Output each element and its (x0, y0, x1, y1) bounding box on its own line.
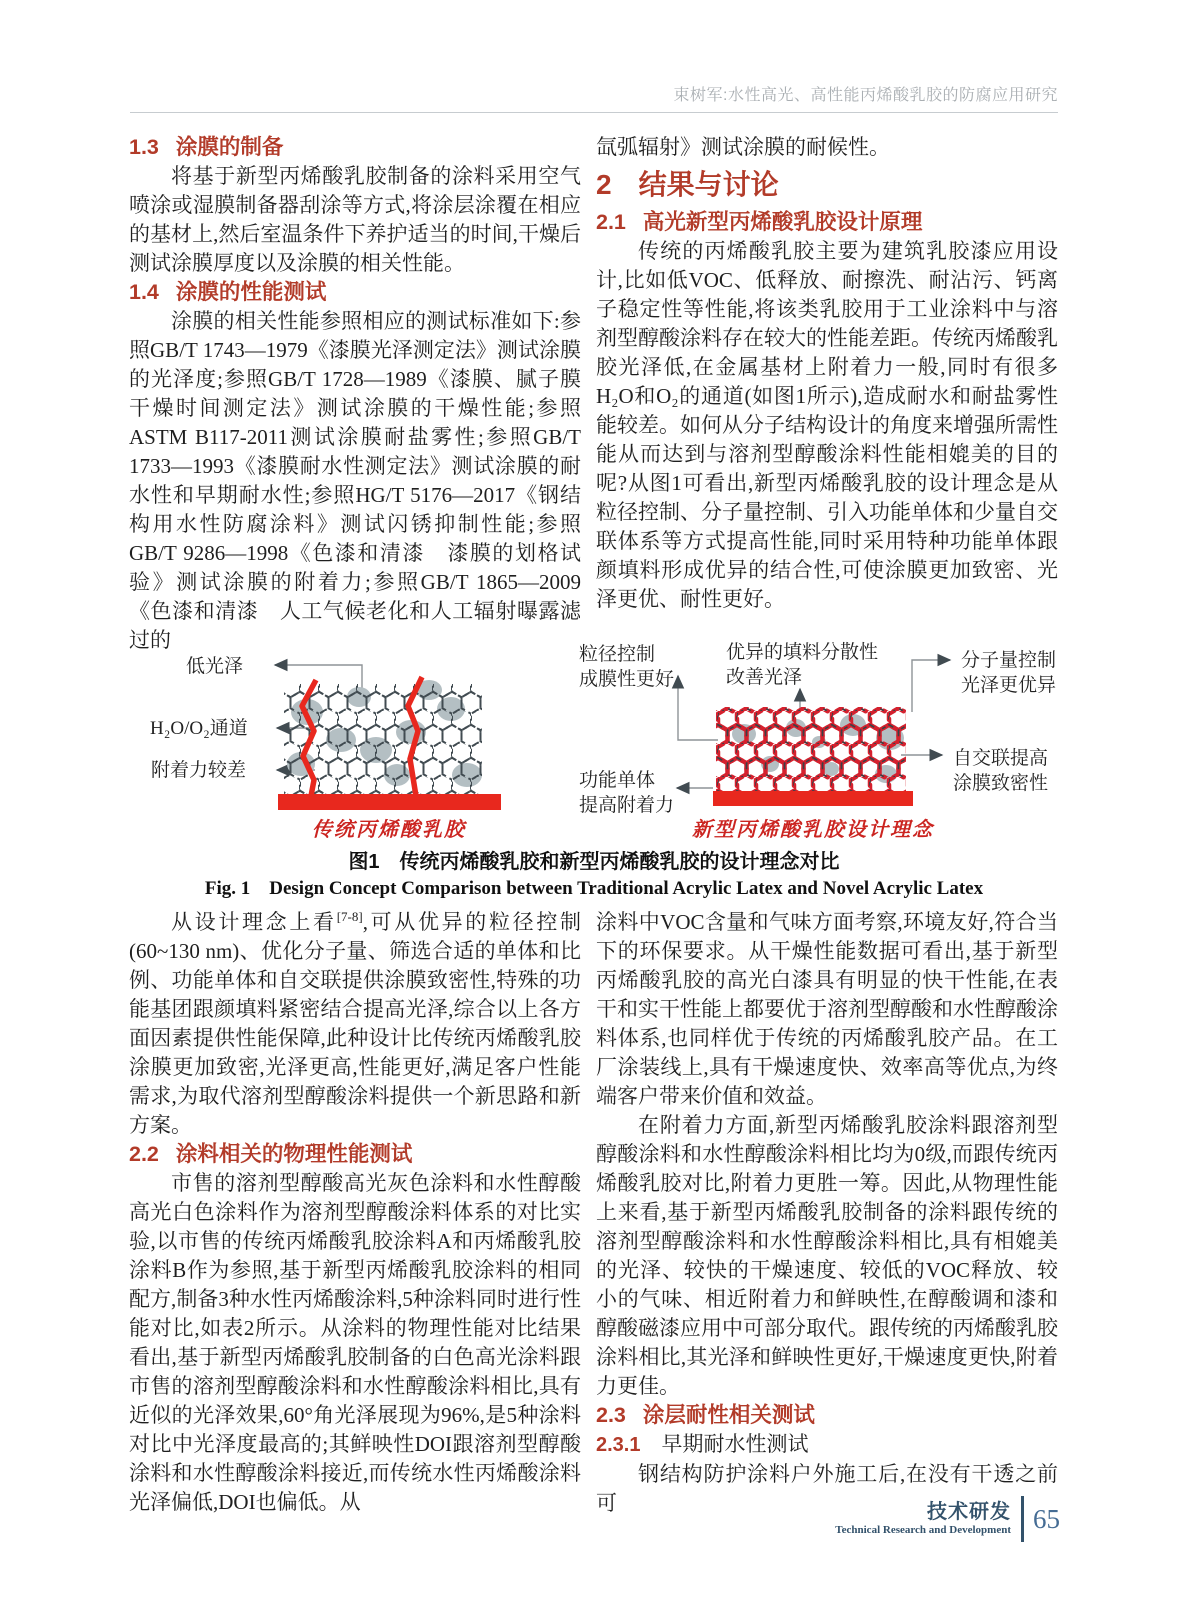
heading-title: 早期耐水性测试 (661, 1432, 809, 1456)
paragraph-early-water-resistance: 钢结构防护涂料户外施工后,在没有干透之前可 (596, 1462, 1058, 1515)
heading-title: 涂料相关的物理性能测试 (175, 1142, 413, 1166)
substrate-bar-left (278, 794, 501, 810)
paragraph-design-principle: 传统的丙烯酸乳胶主要为建筑乳胶漆应用设计,比如低VOC、低释放、耐擦洗、耐沾污、钙离子稳定性等性能,将该类乳胶用于工业涂料中与溶剂型醇酸涂料存在较大的性能差距。传统丙烯酸乳胶光泽低,在金属基材上附着力一般,同时有很多H₂O和O₂的通道(如图1所示),造成耐水和耐盐雾性能较差。如何从分子结构设计的角度来增强所需性能从而达到与溶剂型醇酸涂料性能相媲美的目的呢?从图1可看出,新型丙烯酸乳胶的设计理念是从粒径控制、分子量控制、引入功能单体和少量自交联体系等方式提高性能,同时采用特种功能单体跟颜填料形成优异的结合性,可使涂膜更加致密、光泽更优、耐性更好。 (596, 239, 1058, 611)
footer-section-en: Technical Research and Development (835, 1524, 1011, 1536)
right-column-bottom (596, 908, 1058, 1518)
label-line: 优异的填料分散性 (726, 642, 879, 663)
label-filler-dispersion (726, 640, 878, 690)
text-run: 从设计理念上看 (171, 910, 337, 934)
heading-number: 2.3 (596, 1403, 626, 1427)
caption-traditional-latex: 传统丙烯酸乳胶 (312, 819, 466, 841)
heading-title: 涂膜的制备 (175, 135, 284, 159)
heading-number: 1.3 (129, 135, 159, 159)
paragraph-continuation: 氙弧辐射》测试涂膜的耐候性。 (596, 135, 890, 159)
label-line: 提高附着力 (579, 795, 675, 816)
label-line: 涂膜致密性 (953, 773, 1049, 794)
label-molecular-weight (961, 648, 1056, 698)
label-line: 光泽更优异 (961, 675, 1057, 696)
heading-title: 涂层耐性相关测试 (642, 1403, 815, 1427)
label-line: 改善光泽 (726, 667, 803, 688)
heading-number: 1.4 (129, 280, 159, 304)
footer-divider (1021, 1496, 1024, 1542)
heading-number: 2.3.1 (596, 1434, 641, 1456)
left-column-top (129, 133, 581, 655)
heading-title: 结果与讨论 (638, 169, 779, 200)
header-divider (130, 112, 1058, 113)
label-functional-monomer (579, 768, 674, 818)
label-line: 分子量控制 (961, 650, 1057, 671)
figure-caption-zh: 图1 传统丙烯酸乳胶和新型丙烯酸乳胶的设计理念对比 (348, 851, 840, 873)
traditional-latex-diagram (275, 665, 501, 810)
heading-2-2 (129, 1140, 581, 1169)
label-low-gloss: 低光泽 (186, 656, 244, 677)
heading-title: 高光新型丙烯酸乳胶设计原理 (642, 210, 923, 234)
page-number: 65 (1033, 1503, 1060, 1534)
right-column-top (596, 133, 1058, 614)
label-line: 功能单体 (579, 770, 656, 791)
label-poor-adhesion: 附着力较差 (151, 760, 247, 781)
paragraph-preparation: 将基于新型丙烯酸乳胶制备的涂料采用空气喷涂或湿膜制备器刮涂等方式,将涂层涂覆在相应的基材上,然后室温条件下养护适当的时间,干燥后测试涂膜厚度以及涂膜的相关性能。 (129, 164, 581, 275)
paragraph-physical-test: 市售的溶剂型醇酸高光灰色涂料和水性醇酸高光白色涂料作为溶剂型醇酸涂料体系的对比实验,以市售的传统丙烯酸乳胶涂料A和丙烯酸乳胶涂料B作为参照,基于新型丙烯酸乳胶涂料的相同配方,制备3种水性丙烯酸涂料,5种涂料同时进行性能对比,如表2所示。从涂料的物理性能对比结果看出,基于新型丙烯酸乳胶制备的白色高光涂料跟市售的溶剂型醇酸涂料和水性醇酸涂料相比,具有近似的光泽效果,60°角光泽展现为96%,是5种涂料对比中光泽度最高的;其鲜映性DOI跟溶剂型醇酸涂料和水性醇酸涂料接近,而传统水性丙烯酸涂料光泽偏低,DOI也偏低。从 (129, 1171, 581, 1514)
label-line: 自交联提高 (953, 748, 1049, 769)
heading-2-3-1 (596, 1430, 1058, 1460)
heading-1-3 (129, 133, 581, 162)
figure-1 (129, 612, 1059, 904)
label-line: 成膜性更好 (579, 669, 675, 690)
label-particle-control (579, 642, 674, 692)
footer-section (835, 1501, 1011, 1537)
heading-number: 2 (596, 169, 612, 200)
heading-number: 2.2 (129, 1142, 159, 1166)
heading-2-1 (596, 208, 1058, 237)
figure-caption-en: Fig. 1 Design Concept Comparison between Traditional Acrylic Latex and Novel Acrylic Latex (204, 878, 984, 899)
substrate-bar-right (713, 791, 913, 806)
footer-section-zh: 技术研发 (927, 1501, 1011, 1523)
page-footer (835, 1496, 1060, 1542)
paragraph-performance-test: 涂膜的相关性能参照相应的测试标准如下:参照GB/T 1743—1979《漆膜光泽测定法》测试涂膜的光泽度;参照GB/T 1728—1989《漆膜、腻子膜干燥时间测定法》测试涂膜的干燥性能;参照ASTM B117-2011测试涂膜耐盐雾性;参照GB/T 1733—1993《漆膜耐水性测定法》测试涂膜的耐水性和早期耐水性;参照HG/T 5176—2017《钢结构用水性防腐涂料》测试闪锈抑制性能;参照GB/T 9286—1998《色漆和清漆 漆膜的划格试验》测试涂膜的附着力;参照GB/T 1865—2009《色漆和清漆 人工气候老化和人工辐射曝露滤过的 (129, 309, 581, 652)
text-run: ,可从优异的粒径控制(60~130 nm)、优化分子量、筛选合适的单体和比例、功能单体和自交联提供涂膜致密性,特殊的功能基团跟颜填料紧密结合提高光泽,综合以上各方面因素提供性能保障,此种设计比传统丙烯酸乳胶涂膜更加致密,光泽更高,性能更好,满足客户性能需求,为取代溶剂型醇酸涂料提供一个新思路和新方案。 (129, 910, 581, 1137)
heading-1-4 (129, 278, 581, 307)
label-self-crosslink (953, 746, 1048, 796)
heading-2-3 (596, 1401, 1058, 1430)
label-h2o-o2-channel: H₂O/O₂通道 (150, 718, 248, 739)
paragraph-adhesion: 在附着力方面,新型丙烯酸乳胶涂料跟溶剂型醇酸涂料和水性醇酸涂料相比均为0级,而跟传统丙烯酸乳胶对比,附着力更胜一筹。因此,从物理性能上来看,基于新型丙烯酸乳胶制备的涂料跟传统的溶剂型醇酸涂料和水性醇酸涂料相比,具有相媲美的光泽、较快的干燥速度、较低的VOC释放、较小的气味、相近附着力和鲜映性,在醇酸调和漆和醇酸磁漆应用中可部分取代。跟传统的丙烯酸乳胶涂料相比,其光泽和鲜映性更好,干燥速度更快,附着力更佳。 (596, 1113, 1058, 1398)
heading-2 (596, 162, 1058, 208)
paragraph-design-view (129, 908, 581, 1140)
latex-mesh-novel-overlay (716, 707, 906, 793)
reference-superscript: [7-8] (336, 909, 363, 924)
label-line: 粒径控制 (579, 644, 656, 665)
paragraph-voc: 涂料中VOC含量和气味方面考察,环境友好,符合当下的环保要求。从干燥性能数据可看出,基于新型丙烯酸乳胶的高光白漆具有明显的快干性能,在表干和实干性能上都要优于溶剂型醇酸和水性醇酸涂料体系,也同样优于传统的丙烯酸乳胶产品。在工厂涂装线上,具有干燥速度快、效率高等优点,为终端客户带来价值和效益。 (596, 910, 1058, 1108)
caption-novel-latex: 新型丙烯酸乳胶设计理念 (692, 819, 934, 841)
heading-title: 涂膜的性能测试 (175, 280, 327, 304)
running-head: 束树军:水性高光、高性能丙烯酸乳胶的防腐应用研究 (673, 87, 1058, 104)
heading-number: 2.1 (596, 210, 626, 234)
left-column-bottom (129, 908, 581, 1517)
